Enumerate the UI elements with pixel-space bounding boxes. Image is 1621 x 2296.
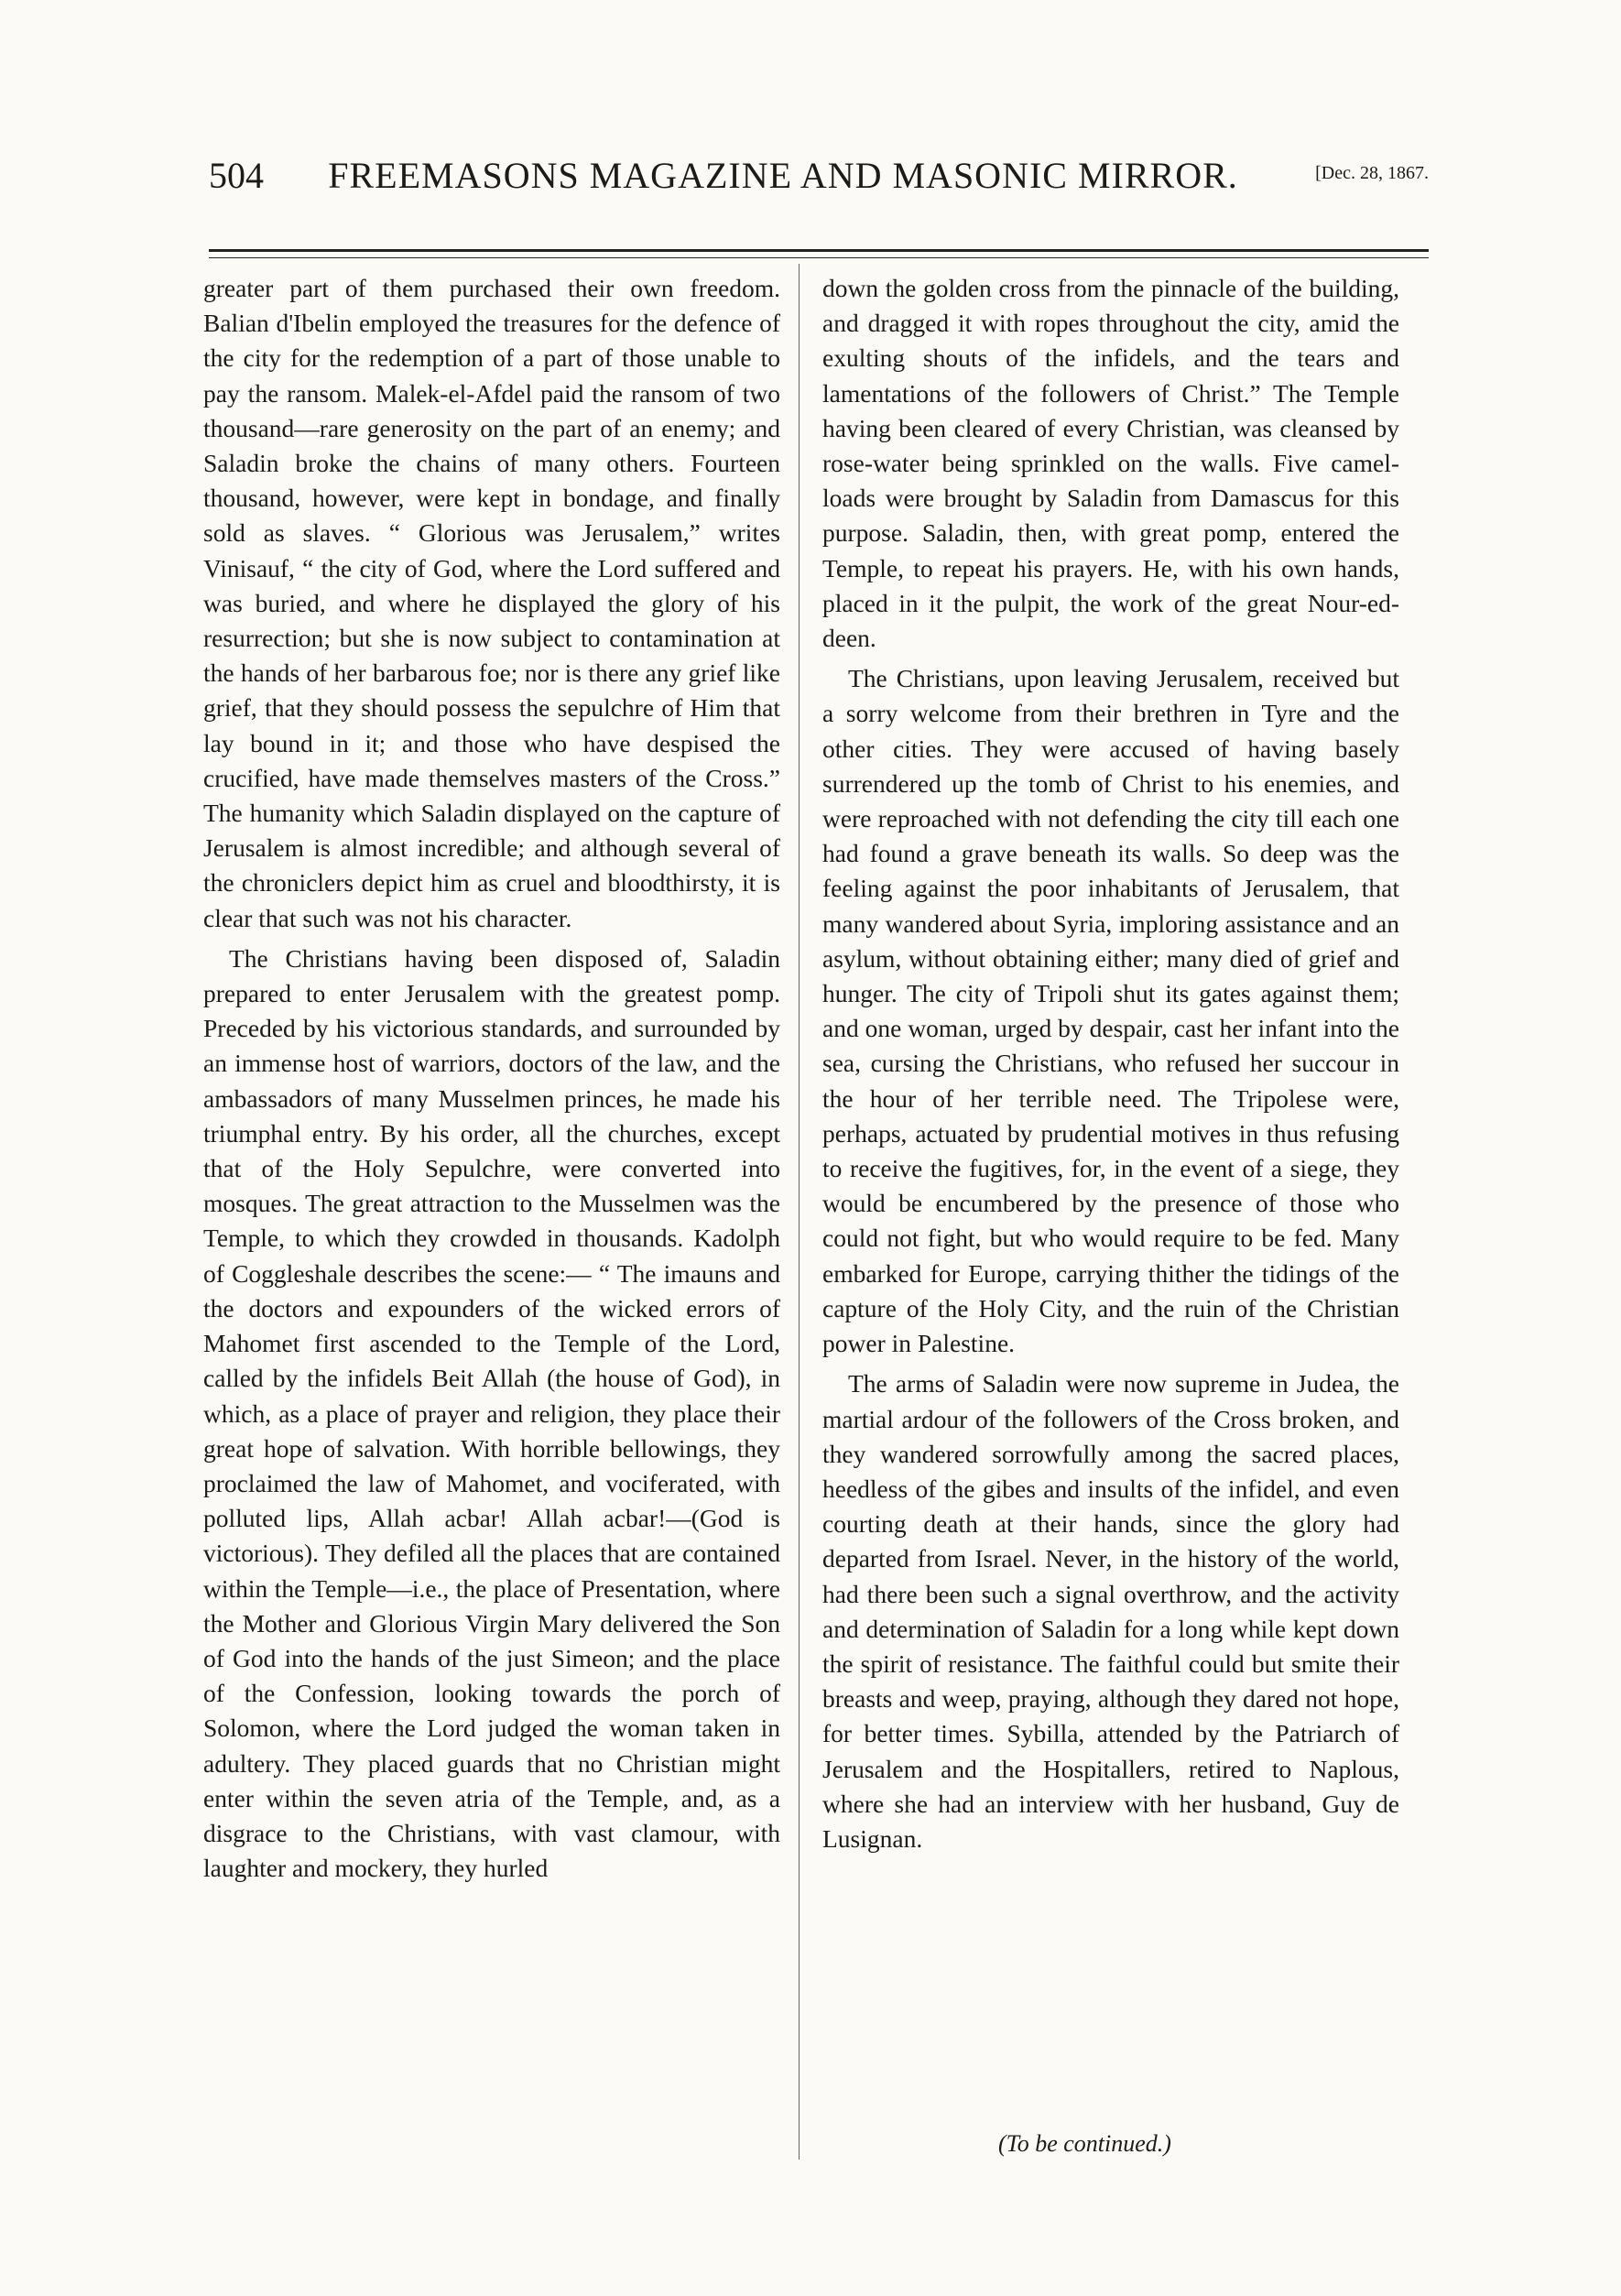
right-paragraph-2: The Christians, upon leaving Jerusalem, received but a sorry welcome from their brethren in Tyre and the other cities. They were accused of having basely surrendered up the tomb of Christ to his enemies, and were reproached with not defending the city till each one had found a grave beneath its walls. So deep was the feeling against the poor inhabitants of Jerusalem, that many wandered about Syria, imploring assistance and an asylum, without obtaining either; many died of grief and hunger. The city of Tripoli shut its gates against them; and one woman, urged by despair, cast her infant into the sea, cursing the Christians, who refused her succour in the hour of her terrible need. The Tripolese were, perhaps, actuated by prudential motives in thus refusing to receive the fugitives, for, in the event of a siege, they would be encumbered by the presence of those who could not fight, but who would require to be fed. Many embarked for Europe, carrying thither the tidings of the capture of the Holy City, and the ruin of the Christian power in Palestine.	[822, 664, 1399, 1358]
page-number: 504	[209, 155, 264, 196]
to-be-continued-note: (To be continued.)	[998, 2130, 1171, 2157]
left-column	[203, 271, 780, 1886]
running-title: FREEMASONS MAGAZINE AND MASONIC MIRROR.	[328, 155, 1238, 196]
header-rule-thin	[209, 257, 1429, 258]
header-rule-thick	[209, 249, 1429, 252]
right-paragraph-1: down the golden cross from the pinnacle of the building, and dragged it with ropes throughout the city, amid the exulting shouts of the infidels, and the tears and lamentations of the followers of Christ.” The Temple having been cleared of every Christian, was cleansed by rose-water being sprinkled on the walls. Five camel-loads were brought by Saladin from Damascus for this purpose. Saladin, then, with great pomp, entered the Temple, to repeat his prayers. He, with his own hands, placed in it the pulpit, the work of the great Nour-ed-deen.	[822, 274, 1399, 653]
right-paragraph-3: The arms of Saladin were now supreme in Judea, the martial ardour of the followers of the Cross broken, and they wandered sorrowfully among the sacred places, heedless of the gibes and insults of the infidel, and even courting death at their hands, since the glory had departed from Israel. Never, in the history of the world, had there been such a signal overthrow, and the activity and determination of Saladin for a long while kept down the spirit of resistance. The faithful could but smite their breasts and weep, praying, although they dared not hope, for better times. Sybilla, attended by the Patriarch of Jerusalem and the Hospitallers, retired to Naplous, where she had an interview with her husband, Guy de Lusignan.	[822, 1369, 1399, 1853]
page-header	[209, 154, 1429, 209]
left-paragraph-2: The Christians having been disposed of, Saladin prepared to enter Jerusalem with the greatest pomp. Preceded by his victorious standards, and surrounded by an immense host of warriors, doctors of the law, and the ambassadors of many Musselmen princes, he made his triumphal entry. By his order, all the churches, except that of the Holy Sepulchre, were converted into mosques. The great attraction to the Musselmen was the Temple, to which they crowded in thousands. Kadolph of Coggleshale describes the scene:— “ The imauns and the doctors and expounders of the wicked errors of Mahomet first ascended to the Temple of the Lord, called by the infidels Beit Allah (the house of God), in which, as a place of prayer and religion, they place their great hope of salvation. With horrible bellowings, they proclaimed the law of Mahomet, and vociferated, with polluted lips, Allah acbar! Allah acbar!—(God is victorious). They defiled all the places that are contained within the Temple—i.e., the place of Presentation, where the Mother and Glorious Virgin Mary delivered the Son of God into the hands of the just Simeon; and the place of the Confession, looking towards the porch of Solomon, where the Lord judged the woman taken in adultery. They placed guards that no Christian might enter within the seven atria of the Temple, and, as a disgrace to the Christians, with vast clamour, with laughter and mockery, they hurled	[203, 943, 780, 1883]
right-column	[822, 271, 1399, 1856]
issue-date: [Dec. 28, 1867.	[1315, 163, 1429, 183]
column-divider	[799, 264, 800, 2160]
left-paragraph-1: greater part of them purchased their own freedom. Balian d'Ibelin employed the treasures for the defence of the city for the redemption of a part of those unable to pay the ransom. Malek-el-Afdel paid the ransom of two thousand—rare generosity on the part of an enemy; and Saladin broke the chains of many others. Fourteen thousand, however, were kept in bondage, and finally sold as slaves. “ Glorious was Jerusalem,” writes Vinisauf, “ the city of God, where the Lord suffered and was buried, and where he displayed the glory of his resurrection; but she is now subject to contamination at the hands of her barbarous foe; nor is there any grief like grief, that they should possess the sepulchre of Him that lay bound in it; and those who have despised the crucified, have made themselves masters of the Cross.” The humanity which Saladin displayed on the capture of Jerusalem is almost incredible; and although several of the chroniclers depict him as cruel and bloodthirsty, it is clear that such was not his character.	[203, 274, 780, 932]
